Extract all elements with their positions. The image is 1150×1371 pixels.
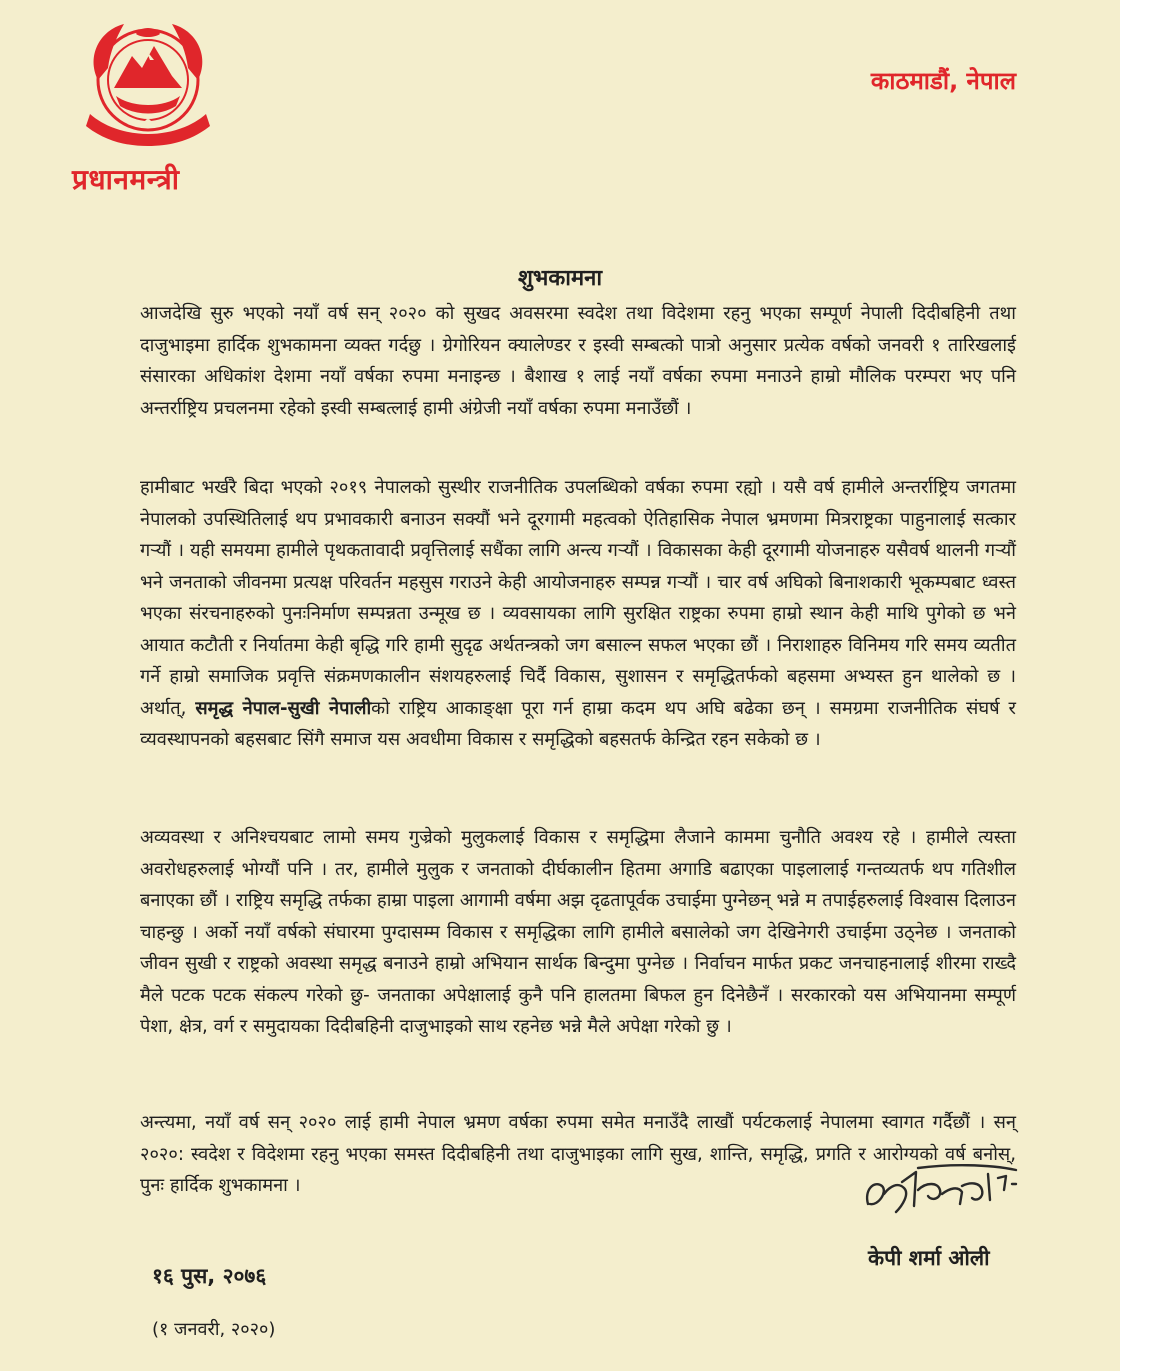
handwritten-signature-icon (858, 1160, 1028, 1230)
date-nepali: १६ पुस, २०७६ (152, 1264, 267, 1288)
paragraph-2 (140, 472, 1016, 756)
signatory-name: केपी शर्मा ओली (868, 1246, 990, 1270)
paragraph-3: अव्यवस्था र अनिश्चयबाट लामो समय गुज्रेको मुलुकलाई विकास र समृद्धिमा लैजाने काममा चुनौति अवश्य रहे । हामीले त्यस्ता अवरोधहरुलाई भोग्यौं पनि । तर, हामीले मुलुक र जनताको दीर्घकालीन हितमा अगाडि बढाएका पाइलालाई गन्तव्यतर्फ थप गतिशील बनाएका छौं । राष्ट्रिय समृद्धि तर्फका हाम्रा पाइला आगामी वर्षमा अझ दृढतापूर्वक उचाईमा पुग्नेछन् भन्ने म तपाईहरुलाई विश्वास दिलाउन चाहन्छु । अर्को नयाँ वर्षको संघारमा पुग्दासम्म विकास र समृद्धिका लागि हामीले बसालेको जग देखिनेगरी उचाईमा उठ्नेछ । जनताको जीवन सुखी र राष्ट्रको अवस्था समृद्ध बनाउने हाम्रो अभियान सार्थक बिन्दुमा पुग्नेछ । निर्वाचन मार्फत प्रकट जनचाहनालाई शीरमा राख्दै मैले पटक पटक संकल्प गरेको छु- जनताका अपेक्षालाई कुनै पनि हालतमा बिफल हुन दिनेछैनँ । सरकारको यस अभियानमा सम्पूर्ण पेशा, क्षेत्र, वर्ग र समुदायका दिदीबहिनी दाजुभाइको साथ रहनेछ भन्ने मैले अपेक्षा गरेको छु । (140, 827, 1016, 1037)
paragraph-2-text-before: हामीबाट भर्खरै बिदा भएको २०१९ नेपालको सुस्थीर राजनीतिक उपलब्धिको वर्षका रुपमा रह्यो । यसै वर्ष हामीले अन्तर्राष्ट्रिय जगतमा नेपालको उपस्थितिलाई थप प्रभावकारी बनाउन सक्यौं भने दूरगामी महत्वको ऐतिहासिक नेपाल भ्रमणमा मित्रराष्ट्रका पाहुनालाई सत्कार गर्‍यौं । यही समयमा हामीले पृथकतावादी प्रवृत्तिलाई सधैंका लागि अन्त्य गर्‍यौं । विकासका केही दूरगामी योजनाहरु यसैवर्ष थालनी गर्‍यौं भने जनताको जीवनमा प्रत्यक्ष परिवर्तन महसुस गराउने केही आयोजनाहरु सम्पन्न गर्‍यौं । चार वर्ष अघिको बिनाशकारी भूकम्पबाट ध्वस्त भएका संरचनाहरुको पुनःनिर्माण सम्पन्नता उन्मूख छ । व्यवसायका लागि सुरक्षित राष्ट्रका रुपमा हाम्रो स्थान केही माथि पुगेको छ भने आयात कटौती र निर्यातमा केही बृद्धि गरि हामी सुदृढ अर्थतन्त्रको जग बसाल्न सफल भएका छौं । निराशाहरु विनिमय गरि समय व्यतीत गर्ने हाम्रो समाजिक प्रवृत्ति संक्रमणकालीन संशयहरुलाई चिर्दै विकास, सुशासन र समृद्धितर्फको बहसमा अभ्यस्त हुन थालेको छ । अर्थात्, (140, 477, 1016, 719)
paragraph-1: आजदेखि सुरु भएको नयाँ वर्ष सन् २०२० को सुखद अवसरमा स्वदेश तथा विदेशमा रहनु भएका सम्पूर्ण नेपाली दिदीबहिनी तथा दाजुभाइमा हार्दिक शुभकामना व्यक्त गर्दछु । ग्रेगोरियन क्यालेण्डर र इस्वी सम्बत्को पात्रो अनुसार प्रत्येक वर्षको जनवरी १ तारिखलाई संसारका अधिकांश देशमा नयाँ वर्षका रुपमा मनाइन्छ । बैशाख १ लाई नयाँ वर्षका रुपमा मनाउने हाम्रो मौलिक परम्परा भए पनि अन्तर्राष्ट्रिय प्रचलनमा रहेको इस्वी सम्बत्लाई हामी अंग्रेजी नयाँ वर्षका रुपमा मनाउँछौं । (140, 303, 1016, 419)
location-label: काठमाडौं, नेपाल (870, 67, 1016, 95)
date-english: (१ जनवरी, २०२०) (152, 1319, 276, 1340)
scan-margin (1120, 0, 1150, 1371)
office-title: प्रधानमन्त्री (72, 163, 180, 196)
paragraph-2-emphasis: समृद्ध नेपाल-सुखी नेपाली (195, 697, 372, 719)
paragraph-2-text-after: को राष्ट्रिय आकाङ्क्षा पूरा गर्न हाम्रा कदम थप अघि बढेका छन् । समग्रमा राजनीतिक संघर्ष र व्यवस्थापनको बहसबाट सिंगै समाज यस अवधीमा विकास र समृद्धिको बहसतर्फ केन्द्रित रहन सकेको छ । (140, 697, 1016, 750)
paragraph-4: अन्त्यमा, नयाँ वर्ष सन् २०२० लाई हामी नेपाल भ्रमण वर्षका रुपमा समेत मनाउँदै लाखौं पर्यटकलाई नेपालमा स्वागत गर्दैछौं । सन् २०२०: स्वदेश र विदेशमा रहनु भएका समस्त दिदीबहिनी तथा दाजुभाइका लागि सुख, शान्ति, समृद्धि, प्रगति र आरोग्यको वर्ष बनोस्, पुनः हार्दिक शुभकामना । (140, 1112, 1016, 1196)
nepal-emblem-icon (76, 16, 220, 150)
letter-heading: शुभकामना (517, 266, 603, 291)
